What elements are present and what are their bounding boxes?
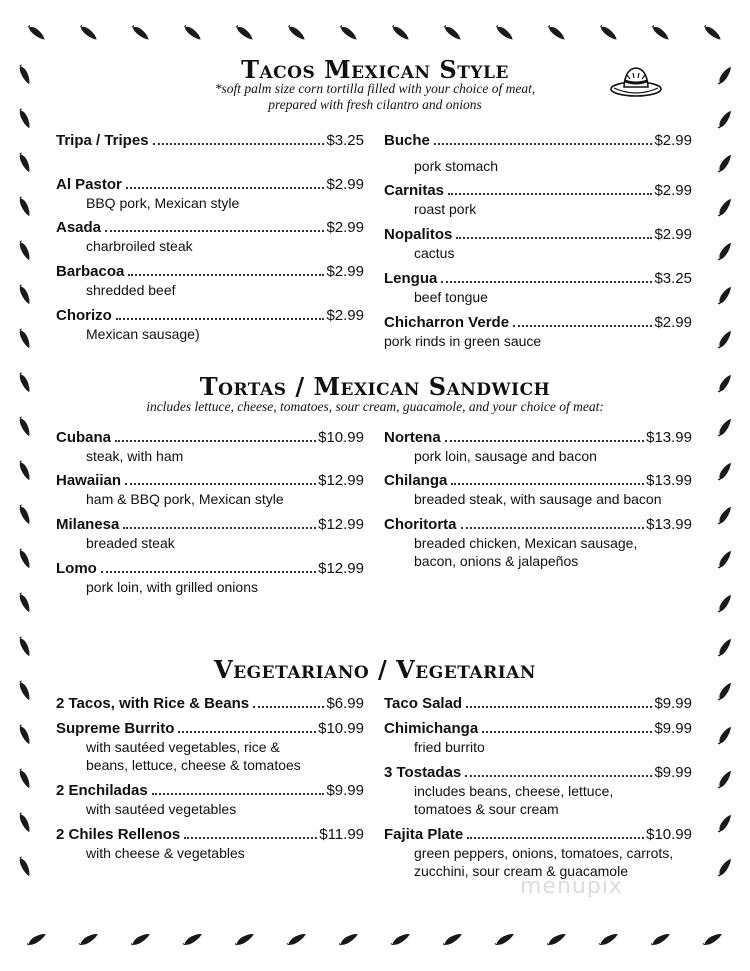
chili-pepper-icon — [715, 415, 735, 439]
item-name: Al Pastor — [56, 176, 122, 193]
item-price: $2.99 — [654, 314, 692, 331]
chili-pepper-icon — [715, 503, 735, 527]
item-price: $2.99 — [654, 182, 692, 199]
chili-pepper-icon — [545, 929, 569, 950]
item-description: breaded steak — [86, 535, 175, 551]
item-description: Mexican sausage) — [86, 326, 200, 342]
leader-dots — [105, 230, 324, 232]
chili-pepper-icon — [715, 547, 735, 571]
item-description: with sautéed vegetables, rice & — [86, 739, 280, 755]
chili-pepper-icon — [715, 459, 735, 483]
menu-item — [56, 307, 364, 343]
leader-dots — [116, 318, 325, 320]
chili-pepper-icon — [715, 283, 735, 307]
leader-dots — [465, 775, 652, 777]
chili-pepper-icon — [129, 23, 153, 44]
chili-pepper-icon — [77, 23, 101, 44]
item-description: zucchini, sour cream & guacamole — [414, 863, 628, 879]
item-name: Supreme Burrito — [56, 720, 175, 737]
item-description: breaded chicken, Mexican sausage, — [414, 535, 638, 551]
item-name: 2 Enchiladas — [56, 782, 148, 799]
chili-pepper-icon — [715, 811, 735, 835]
item-name: Barbacoa — [56, 263, 125, 280]
menu-item — [56, 429, 364, 465]
leader-dots — [128, 274, 324, 276]
leader-dots — [467, 837, 644, 839]
leader-dots — [123, 527, 316, 529]
item-description: bacon, onions & jalapeños — [414, 553, 579, 569]
chili-pepper-icon — [389, 23, 413, 44]
chili-pepper-icon — [597, 929, 621, 950]
item-name: Lengua — [384, 270, 438, 287]
leader-dots — [125, 483, 316, 485]
leader-dots — [101, 571, 316, 573]
chili-pepper-icon — [15, 195, 35, 219]
leader-dots — [441, 281, 652, 283]
tortas-subtitle: includes lettuce, cheese, tomatoes, sour cream, guacamole, and your choice of meat: — [146, 399, 604, 414]
item-name: Carnitas — [384, 182, 445, 199]
item-description: ham & BBQ pork, Mexican style — [86, 491, 284, 507]
menu-item — [56, 560, 364, 596]
leader-dots — [434, 143, 653, 145]
chili-pepper-icon — [715, 591, 735, 615]
chili-pepper-icon — [15, 283, 35, 307]
item-price: $13.99 — [646, 429, 692, 446]
item-price: $2.99 — [326, 219, 364, 236]
item-name: Tripa / Tripes — [56, 132, 149, 149]
chili-pepper-icon — [337, 929, 361, 950]
chili-pepper-icon — [597, 23, 621, 44]
chili-pepper-icon — [715, 767, 735, 791]
chili-pepper-icon — [233, 23, 257, 44]
chili-pepper-icon — [15, 811, 35, 835]
item-name: Asada — [56, 219, 102, 236]
item-name: 2 Tacos, with Rice & Beans — [56, 695, 250, 712]
item-description: shredded beef — [86, 282, 176, 298]
menu-item — [56, 219, 364, 255]
item-price: $10.99 — [646, 826, 692, 843]
chili-pepper-icon — [715, 855, 735, 879]
item-price: $13.99 — [646, 516, 692, 533]
item-description: green peppers, onions, tomatoes, carrots, — [414, 845, 674, 861]
leader-dots — [513, 325, 652, 327]
menu-item — [56, 782, 364, 818]
chili-pepper-icon — [285, 23, 309, 44]
item-description: roast pork — [414, 201, 477, 217]
item-name: 2 Chiles Rellenos — [56, 826, 181, 843]
item-price: $9.99 — [654, 720, 692, 737]
leader-dots — [466, 706, 652, 708]
tortas-title: Tortas / Mexican Sandwich — [199, 372, 551, 401]
item-price: $2.99 — [326, 176, 364, 193]
menu-item — [384, 182, 692, 218]
leader-dots — [482, 731, 652, 733]
chili-pepper-icon — [715, 723, 735, 747]
chili-pepper-icon — [25, 929, 49, 950]
menu-item — [384, 764, 692, 818]
chili-pepper-icon — [715, 195, 735, 219]
item-price: $2.99 — [326, 307, 364, 324]
item-price: $2.99 — [654, 132, 692, 149]
leader-dots — [253, 706, 324, 708]
item-description: pork stomach — [414, 158, 499, 174]
leader-dots — [445, 440, 644, 442]
item-description: includes beans, cheese, lettuce, — [414, 783, 614, 799]
menu-item — [384, 472, 692, 508]
chili-pepper-icon — [701, 929, 725, 950]
chili-pepper-icon — [15, 327, 35, 351]
menu-item — [384, 695, 692, 713]
item-name: 3 Tostadas — [384, 764, 462, 781]
chili-pepper-icon — [441, 23, 465, 44]
chili-pepper-icon — [15, 415, 35, 439]
chili-pepper-icon — [337, 23, 361, 44]
item-price: $6.99 — [326, 695, 364, 712]
leader-dots — [184, 837, 317, 839]
item-name: Chorizo — [56, 307, 112, 324]
item-name: Nortena — [384, 429, 441, 446]
menu-item — [56, 132, 364, 150]
chili-pepper-icon — [15, 855, 35, 879]
leader-dots — [461, 527, 645, 529]
chili-pepper-icon — [701, 23, 725, 44]
chili-pepper-icon — [181, 23, 205, 44]
chili-pepper-icon — [493, 929, 517, 950]
menu-item — [384, 826, 692, 880]
chili-pepper-icon — [15, 459, 35, 483]
item-description: pork loin, with grilled onions — [86, 579, 258, 595]
menu-item — [56, 263, 364, 299]
leader-dots — [126, 187, 325, 189]
menu-item — [384, 516, 692, 570]
item-price: $9.99 — [654, 764, 692, 781]
menu-item — [384, 226, 692, 262]
item-description: steak, with ham — [86, 448, 184, 464]
leader-dots — [115, 440, 316, 442]
item-price: $3.25 — [654, 270, 692, 287]
item-description: with cheese & vegetables — [86, 845, 245, 861]
chili-pepper-icon — [441, 929, 465, 950]
leader-dots — [456, 237, 652, 239]
menu-item — [56, 720, 364, 774]
item-price: $10.99 — [318, 429, 364, 446]
item-description: cactus — [414, 245, 455, 261]
chili-pepper-icon — [129, 929, 153, 950]
item-price: $10.99 — [318, 720, 364, 737]
item-name: Hawaiian — [56, 472, 122, 489]
item-name: Choritorta — [384, 516, 457, 533]
item-price: $12.99 — [318, 472, 364, 489]
vegetarian-title: Vegetariano / Vegetarian — [214, 655, 536, 684]
item-price: $9.99 — [326, 782, 364, 799]
item-price: $12.99 — [318, 516, 364, 533]
chili-pepper-icon — [285, 929, 309, 950]
item-description: tomatoes & sour cream — [414, 801, 559, 817]
tacos-subtitle: prepared with fresh cilantro and onions — [268, 97, 482, 112]
chili-pepper-icon — [25, 23, 49, 44]
leader-dots — [448, 193, 652, 195]
chili-pepper-icon — [15, 503, 35, 527]
chili-pepper-icon — [77, 929, 101, 950]
chili-pepper-icon — [15, 547, 35, 571]
item-description: BBQ pork, Mexican style — [86, 195, 240, 211]
chili-pepper-icon — [15, 723, 35, 747]
chili-pepper-icon — [15, 239, 35, 263]
item-name: Buche — [384, 132, 430, 149]
leader-dots — [178, 731, 316, 733]
menu-item — [384, 132, 692, 175]
chili-pepper-icon — [649, 929, 673, 950]
item-name: Chicharron Verde — [384, 314, 510, 331]
watermark: menupix — [520, 874, 623, 899]
menu-item — [384, 429, 692, 465]
chili-pepper-icon — [715, 239, 735, 263]
item-price: $3.25 — [326, 132, 364, 149]
chili-pepper-icon — [15, 591, 35, 615]
item-name: Chilanga — [384, 472, 448, 489]
menu-item — [56, 176, 364, 212]
item-price: $12.99 — [318, 560, 364, 577]
chili-pepper-icon — [389, 929, 413, 950]
menu-item — [56, 472, 364, 508]
chili-pepper-icon — [15, 767, 35, 791]
item-price: $9.99 — [654, 695, 692, 712]
menu-item — [384, 314, 692, 350]
menu-item — [56, 826, 364, 862]
item-description: charbroiled steak — [86, 238, 193, 254]
tacos-subtitle: *soft palm size corn tortilla filled with your choice of meat, — [214, 81, 536, 96]
item-name: Chimichanga — [384, 720, 479, 737]
item-price: $13.99 — [646, 472, 692, 489]
item-name: Fajita Plate — [384, 826, 464, 843]
chili-pepper-icon — [545, 23, 569, 44]
menu-item — [56, 695, 364, 713]
item-name: Cubana — [56, 429, 112, 446]
menu-item — [56, 516, 364, 552]
chili-pepper-icon — [715, 327, 735, 351]
chili-pepper-icon — [493, 23, 517, 44]
chili-pepper-icon — [649, 23, 673, 44]
chili-pepper-icon — [15, 151, 35, 175]
item-description: pork rinds in green sauce — [384, 333, 542, 349]
leader-dots — [153, 143, 325, 145]
item-name: Nopalitos — [384, 226, 453, 243]
item-name: Lomo — [56, 560, 97, 577]
menu-item — [384, 270, 692, 306]
chili-pepper-icon — [181, 929, 205, 950]
item-name: Milanesa — [56, 516, 120, 533]
item-price: $11.99 — [319, 826, 364, 843]
item-name: Taco Salad — [384, 695, 463, 712]
item-price: $2.99 — [654, 226, 692, 243]
item-description: beef tongue — [414, 289, 488, 305]
menu-item — [384, 720, 692, 756]
tacos-title: Tacos Mexican Style — [241, 55, 509, 84]
item-description: fried burrito — [414, 739, 485, 755]
chili-pepper-icon — [233, 929, 257, 950]
leader-dots — [451, 483, 644, 485]
chili-pepper-icon — [715, 151, 735, 175]
item-price: $2.99 — [326, 263, 364, 280]
item-description: beans, lettuce, cheese & tomatoes — [86, 757, 301, 773]
leader-dots — [152, 793, 325, 795]
item-description: breaded steak, with sausage and bacon — [414, 491, 662, 507]
item-description: pork loin, sausage and bacon — [414, 448, 597, 464]
item-description: with sautéed vegetables — [86, 801, 237, 817]
